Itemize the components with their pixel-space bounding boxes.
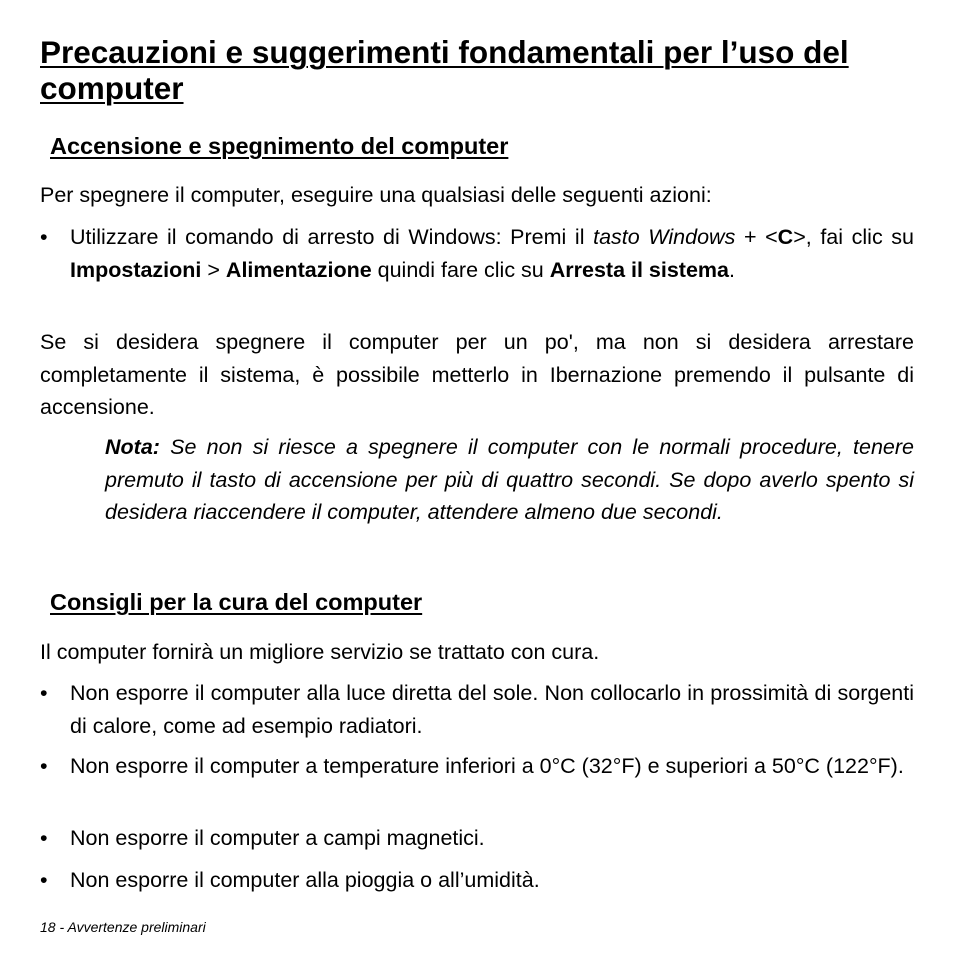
menu-label-power: Alimentazione (225, 257, 372, 282)
hibernate-paragraph: Se si desidera spegnere il computer per un po', ma non si desidera arrestare completamente il sistema, è possibile metterlo in Ibernazione premendo il pulsante di accensione. (40, 330, 914, 419)
text-run: + < (735, 225, 778, 249)
note-text: Se non si riesce a spegnere il computer con le normali procedure, tenere premuto il tasto di accensione per più di quattro secondi. Se dopo averlo spento si desidera riaccendere il computer, attendere almeno due secondi. (105, 435, 914, 524)
list-item-text: Non esporre il computer a campi magnetici. (70, 826, 485, 850)
text-run: > (201, 257, 226, 282)
text-run: >, fai clic su (793, 225, 915, 249)
key-name-windows: tasto Windows (593, 225, 736, 249)
list-item-text: Non esporre il computer alla pioggia o all’umidità. (70, 868, 540, 892)
list-item-text: Non esporre il computer a temperature inferiori a 0°C (32°F) e superiori a 50°C (122°F). (70, 754, 904, 778)
bullet-marker: • (40, 868, 48, 892)
menu-label-settings: Impostazioni (70, 257, 202, 282)
page-footer: 18 - Avvertenze preliminari (40, 919, 206, 935)
bullet-marker: • (40, 681, 48, 705)
bullet-marker: • (40, 754, 48, 778)
note-box (105, 431, 914, 529)
section-heading-power: Accensione e spegnimento del computer (50, 133, 509, 159)
text-run: quindi fare clic su (371, 257, 550, 282)
section-heading-care: Consigli per la cura del computer (50, 589, 423, 615)
note-label: Nota: (105, 435, 160, 459)
section-care-intro: Il computer fornirà un migliore servizio se trattato con cura. (40, 640, 600, 664)
key-c: C (777, 225, 794, 249)
document-page (40, 0, 914, 954)
page-title: Precauzioni e suggerimenti fondamentali per l’uso del computer (40, 34, 849, 106)
section-power-intro: Per spegnere il computer, eseguire una qualsiasi delle seguenti azioni: (40, 183, 712, 207)
list-item-text (70, 221, 914, 286)
list-item-text: Non esporre il computer alla luce diretta del sole. Non collocarlo in prossimità di sorgenti di calore, come ad esempio radiatori. (70, 681, 914, 738)
bullet-marker: • (40, 826, 48, 850)
bullet-marker: • (40, 225, 48, 249)
text-run: . (729, 257, 735, 282)
text-run: Utilizzare il comando di arresto di Windows: Premi il (70, 225, 594, 249)
menu-label-shutdown: Arresta il sistema (549, 257, 729, 282)
